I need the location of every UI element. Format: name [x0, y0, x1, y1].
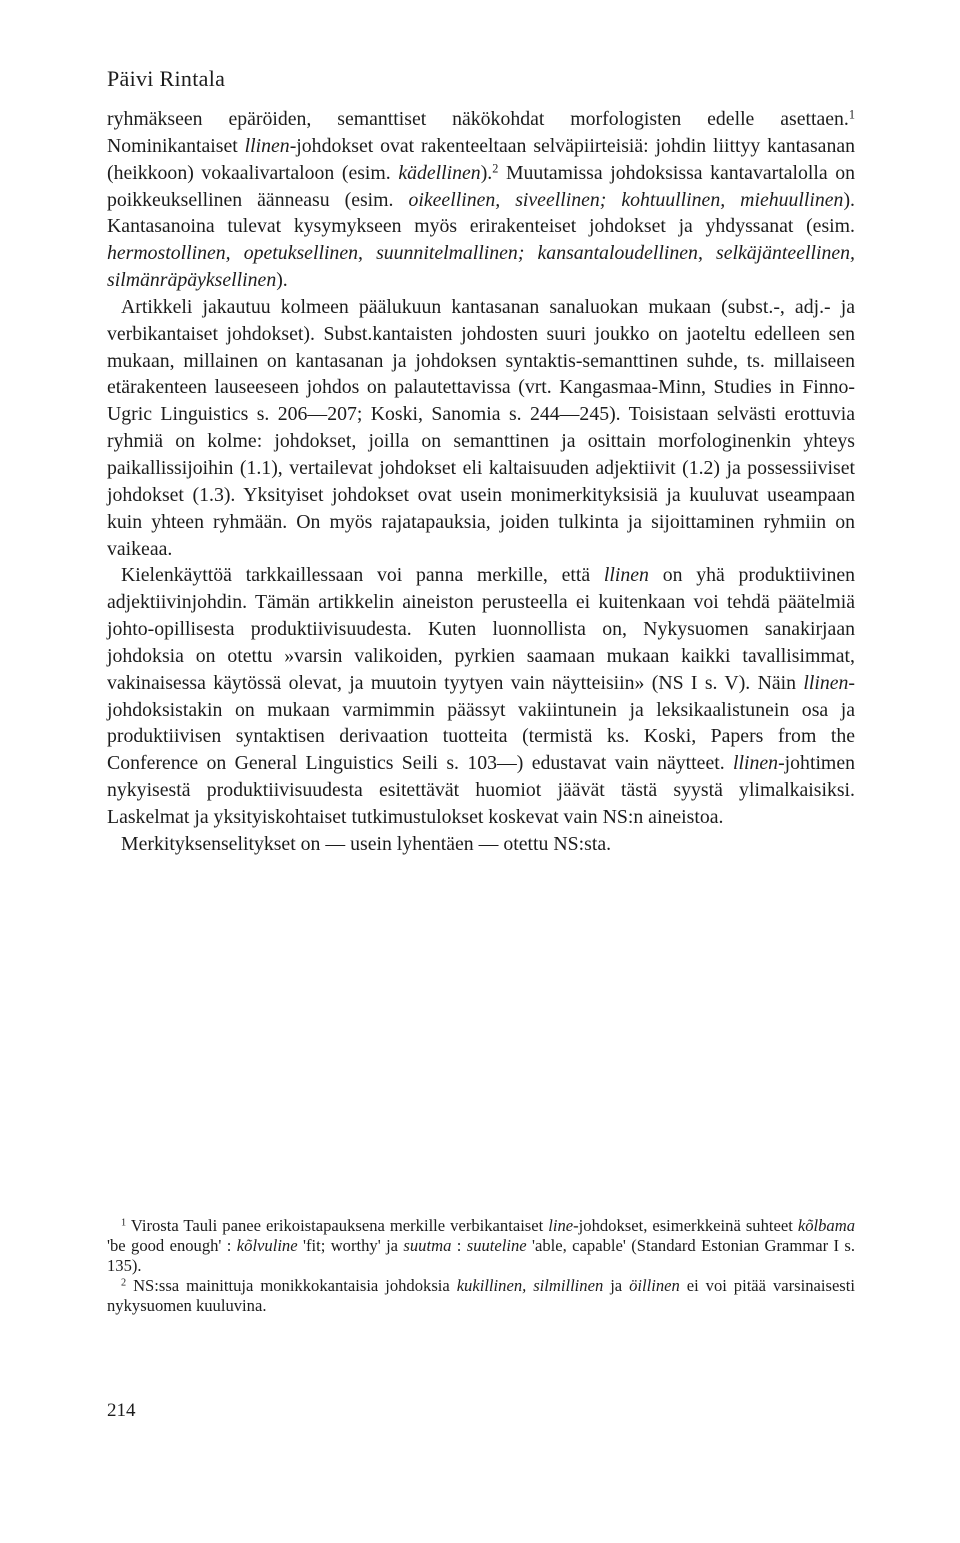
paragraph [107, 831, 855, 858]
text-run: ). [480, 161, 493, 184]
text-run: 'able, capable' (Standard Estonian Grammar I s. 135). [107, 1236, 855, 1275]
paragraph [107, 106, 855, 294]
italic-term: llinen [244, 134, 290, 157]
text-run: : [451, 1236, 467, 1255]
italic-term: llinen [603, 564, 649, 587]
paragraph [107, 294, 855, 562]
text-run: 'be good enough' : [107, 1236, 237, 1255]
paragraph [107, 562, 855, 830]
text-run: ei voi pitää varsinaisesti nykysuomen kuuluvina. [107, 1276, 855, 1315]
text-run: 'fit; worthy' ja [297, 1236, 404, 1255]
italic-term: oikeellinen, siveellinen; kohtuullinen, miehuullinen [408, 188, 844, 211]
text-run: Nominikantaiset [107, 134, 245, 157]
text-run: -johdoksistakin on mukaan varmimmin päässyt vakiintunein ja leksikaalistunein osa ja produktiivisen syntaktisen derivaation tuotteita (termistä ks. Koski, Papers from the Conference on General Linguistics Seili s. 103—) edustavat vain näytteet. [107, 671, 855, 775]
footnote-marker: 2 [492, 160, 499, 175]
italic-term: kõlbama [797, 1216, 855, 1235]
italic-term: kukillinen, silmillinen [456, 1276, 604, 1295]
footnotes [107, 1216, 855, 1316]
text-run: -johdokset, esimerkkeinä suhteet [573, 1216, 798, 1235]
text-run: -johdokset ovat rakenteeltaan selväpiirteisiä: johdin liittyy kantasanan (heikkoon) vokaalivartaloon (esim. [107, 134, 855, 184]
page-number: 214 [107, 1400, 136, 1421]
text-run: NS:ssa mainittuja monikkokantaisia johdoksia [126, 1276, 457, 1295]
text-run: ja [603, 1276, 630, 1295]
text-run: ). [276, 269, 288, 292]
text-run: Merkityksenselitykset on — usein lyhentäen — otettu NS:sta. [121, 832, 612, 855]
footnote [107, 1276, 855, 1316]
footnote [107, 1216, 855, 1276]
text-run: Muutamissa johdoksissa kantavartalolla on poikkeuksellinen äänneasu (esim. [107, 161, 855, 211]
text-run: on yhä produktiivinen adjektiivinjohdin. Tämän artikkelin aineiston perusteella ei kuitenkaan voi tehdä päätelmiä johto-opillisesta produktiivisuudesta. Kuten luonnollista on, Nykysuomen sanakirjaan johdoksia on otettu »varsin valikoiden, pyrkien saamaan mukaan kaikki tavallisimmat, vakinaisessa käytössä olevat, ja muutoin tyytyen vain näytteisiin» (NS I s. V). Näin [107, 564, 856, 694]
text-run: ryhmäkseen epäröiden, semanttiset näkökohdat morfologisten edelle asettaen. [107, 108, 849, 130]
italic-term: suutma [403, 1236, 452, 1255]
italic-term: llinen [733, 752, 779, 775]
italic-term: öillinen [629, 1276, 680, 1295]
footnote-marker: 1 [121, 1217, 127, 1229]
text-run: ). Kantasanoina tulevat kysymykseen myös erirakenteiset johdokset ja yhdyssanat (esim. [107, 188, 855, 238]
italic-term: kädellinen [398, 161, 481, 184]
text-run: Kielenkäyttöä tarkkaillessaan voi panna merkille, että [121, 564, 604, 587]
text-run: Virosta Tauli panee erikoistapauksena merkille verbikantaiset [126, 1216, 549, 1235]
running-head: Päivi Rintala [107, 66, 226, 91]
text-run: -johtimen nykyisestä produktiivisuudesta esitettävät huomiot jäävät tästä syystä ylimalkaisiksi. Laskelmat ja yksityiskohtaiset tutkimustulokset koskevat vain NS:n aineistoa. [107, 752, 855, 828]
footnote-marker: 2 [121, 1277, 127, 1289]
italic-term: llinen [803, 671, 849, 694]
italic-term: kõlvuline [236, 1236, 298, 1255]
italic-term: suuteline [466, 1236, 527, 1255]
italic-term: hermostollinen, opetuksellinen, suunnitelmallinen; kansantaloudellinen, selkäjänteellinen, silmänräpäyksellinen [107, 242, 855, 292]
footnote-marker: 1 [848, 107, 855, 122]
text-run: Artikkeli jakautuu kolmeen päälukuun kantasanan sanaluokan mukaan (subst.-, adj.- ja verbikantaiset johdokset). Subst.kantaisten johdosten suuri joukko on jaoteltu edelleen sen mukaan, millainen on kantasanan ja johdoksen syntaktis-semanttinen suhde, ts. millaiseen etärakenteen lauseeseen johdos on palautettavissa (vrt. Kangasmaa-Minn, Studies in Finno-Ugric Linguistics s. 206—207; Koski, Sanomia s. 244—245). Toisistaan selvästi erottuvia ryhmiä on kolme: johdokset, joilla on semanttinen ja osittain morfologinenkin yhteys paikallissijoihin (1.1), vertailevat johdokset eli kaltaisuuden adjektiivit (1.2) ja possessiiviset johdokset (1.3). Yksityiset johdokset ovat usein monimerkityksisiä ja kuuluvat useampaan kuin yhteen ryhmään. On myös rajatapauksia, joiden tulkinta ja sijoittaminen ryhmiin on vaikeaa. [107, 295, 855, 560]
body-text [107, 106, 855, 858]
italic-term: line [548, 1216, 574, 1235]
